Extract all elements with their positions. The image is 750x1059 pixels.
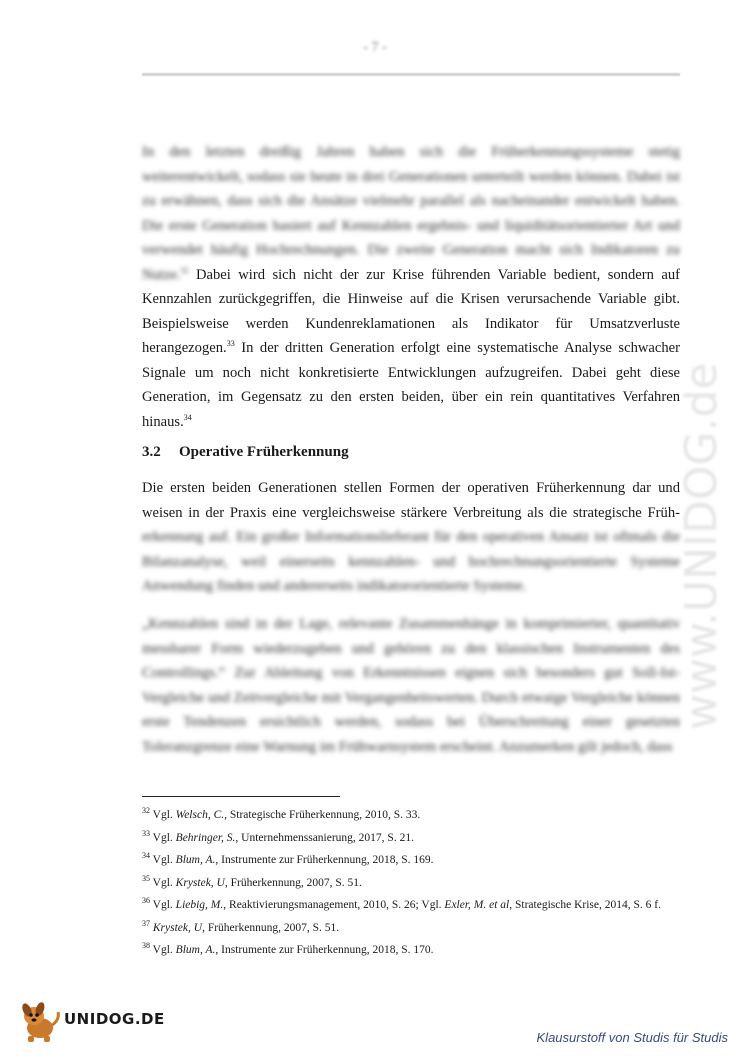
footnote-37: $^{37}$ Krystek, U, Früherkennung, 2007, S. 51. <box>142 918 340 934</box>
footnote-list <box>142 808 680 966</box>
footnote-ref-33: 33 <box>226 339 235 349</box>
section-number: 3.2 <box>142 444 161 460</box>
watermark-text: www.UNIDOG.de <box>676 362 727 730</box>
footnote-35: $^{35}$ Vgl. Krystek, U, Früherkennung, 2007, S. 51. <box>142 873 362 889</box>
section-title: Operative Früherkennung <box>179 444 349 460</box>
visible-text: Dabei wird sich nicht der zur Krise führenden Variable bedient, sondern auf Kennzahlen zurückgegriffen, die Hinweise auf die Krisen verursachende Variable gibt. Beispielsweise werden Kundenreklamationen als Indikator für Umsatzverluste herangezogen. <box>142 266 680 356</box>
footnote-36: $^{36}$ Vgl. Liebig, M., Reaktivierungsmanagement, 2010, S. 26; Vgl. Exler, M. et al, Strategische Krise, 2014, S. 6 f. <box>142 896 661 911</box>
paragraph-kennzahlen: „Kennzahlen sind in der Lage, relevante Zusammenhänge in komprimierter, quantitativ messbarer Form wiederzugeben und gehören zu den klassischen Instrumenten des Controllings.“ Zur Ableitung von Erkenntnissen eignen sich besonders gut Soll-Ist-Vergleiche und Zeitvergleiche mit Vergangenheitswerten. Durch etwaige Vergleiche können erste Tendenzen ersichtlich werden, sodass bei Überschreitung einer gesetzten Toleranzgrenze eine Warnung im Frühwarnsystem erscheint. Anzumerken gilt jedoch, dass <box>142 616 680 755</box>
section-heading <box>142 444 349 461</box>
footnote-ref-34: 34 <box>183 412 192 422</box>
paragraph-operative <box>142 476 680 599</box>
footnote-34: $^{34}$ Vgl. Blum, A., Instrumente zur Früherkennung, 2018, S. 169. <box>142 851 434 866</box>
footnote-33: $^{33}$ Vgl. Behringer, S., Unternehmenssanierung, 2017, S. 21. <box>142 828 414 844</box>
footer-slogan: Klausurstoff von Studis für Studis <box>536 1030 728 1045</box>
footnote-38: $^{38}$ Vgl. Blum, A., Instrumente zur Früherkennung, 2018, S. 170. <box>142 941 434 956</box>
visible-text: In der dritten Generation erfolgt eine systematische Analyse schwacher Signale um noch nicht konkretisierte Entwicklungen aufzugreifen. Dabei geht diese Generation, im Gegensatz zu den ersten beiden, über ein rein quantitatives Verfahren hinaus. <box>142 340 680 430</box>
blurred-text: In den letzten dreißig Jahren haben sich die Früherkennungssysteme stetig weiterentwickelt, sodass sie heute in drei Generationen unterteilt werden können. Dabei ist zu erwähnen, dass sich die Ansätze vielmehr parallel als nacheinander entwickelt haben. Die erste Generation basiert auf Kennzahlen ergebnis- und liquiditätsorientierter Art und verwendet häufig Hochrechnungen. Die zweite Generation macht sich Indikatoren zu Nutze.$^{32}$ <box>142 144 680 283</box>
blurred-text: erkennung auf. Ein großer Informationslieferant für den operativen Ansatz ist oftmals die Bilanzanalyse, weil einerseits kennzahlen- und hochrechnungsorientierte Systeme Anwendung finden und andererseits indikatororientierte Systeme. <box>142 529 680 594</box>
footnote-separator <box>142 796 340 797</box>
page-number: - 7 - <box>363 40 387 55</box>
dog-icon <box>18 998 68 1046</box>
watermark <box>672 238 728 738</box>
visible-text: Die ersten beiden Generationen stellen Formen der operativen Früherkennung dar und weisen in der Praxis eine vergleichsweise stärkere Verbreitung als die strategische Früh- <box>142 480 680 521</box>
paragraph-generations <box>142 140 680 434</box>
footnote-32: $^{32}$ Vgl. Welsch, C., Strategische Früherkennung, 2010, S. 33. <box>142 806 421 821</box>
logo-text: UNIDOG.DE <box>64 1010 165 1028</box>
header-rule <box>142 73 680 76</box>
unidog-logo[interactable] <box>18 998 165 1046</box>
